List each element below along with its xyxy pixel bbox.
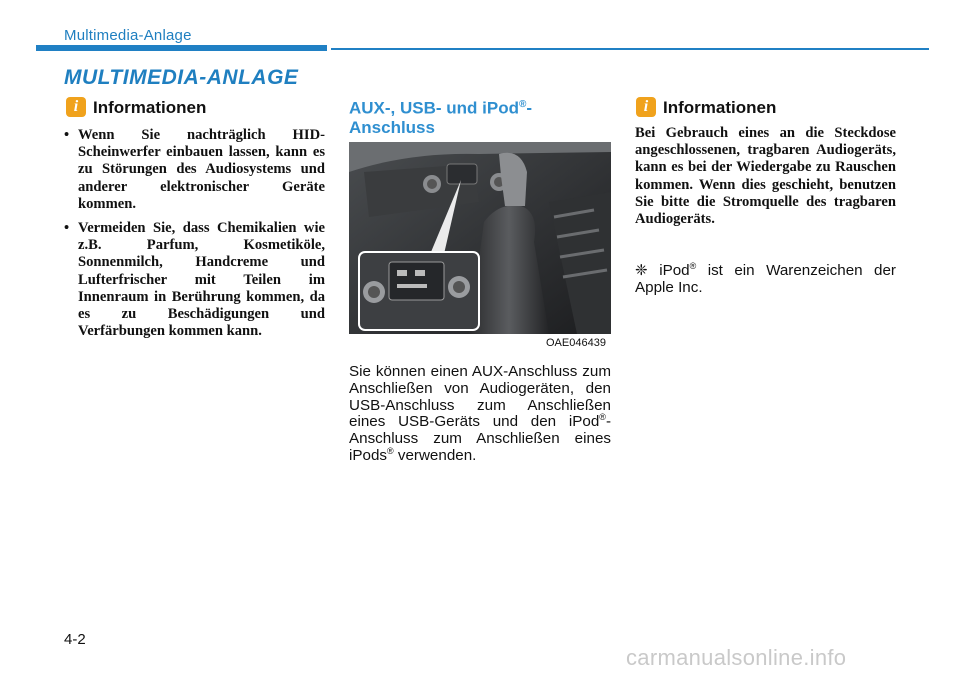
info-notes-left bbox=[64, 127, 325, 347]
info-icon: i bbox=[636, 97, 656, 117]
console-photo bbox=[349, 142, 611, 334]
aux-body-text: verwenden. bbox=[393, 446, 477, 464]
aux-body-text: Sie können einen AUX-Anschluss zum Anschließen von Audiogeräten, den USB-Anschluss zum Anschließen eines USB-Geräts und den iPod bbox=[349, 363, 611, 431]
list-item: • Wenn Sie nachträglich HID-Scheinwerfer einbauen lassen, kann es zu Störungen des Audiosystems und anderer elektronischer Geräte kommen. bbox=[64, 127, 325, 212]
page-title: MULTIMEDIA-ANLAGE bbox=[64, 66, 299, 89]
header-rule-thick bbox=[36, 45, 327, 51]
header-rule-thin bbox=[331, 48, 929, 50]
bullet-text: Vermeiden Sie, dass Chemikalien wie z.B. Parfum, Kosmetiköle, Sonnenmilch, Handcreme und Lufterfrischer mit Teilen im Innenraum in Berührung kommen, da es zu Beschädigungen und Verfärbungen kommen kann. bbox=[78, 220, 325, 340]
photo-caption: OAE046439 bbox=[546, 337, 606, 349]
aux-body-text: -Anschluss zum Anschließen eines iPods bbox=[349, 413, 611, 464]
registered-mark: ® bbox=[387, 445, 394, 456]
bullet-text: Wenn Sie nachträglich HID-Scheinwerfer einbauen lassen, kann es zu Störungen des Audiosystems und anderer elektronischer Geräte kommen. bbox=[78, 127, 325, 212]
registered-mark: ® bbox=[689, 260, 697, 271]
list-item: • Vermeiden Sie, dass Chemikalien wie z.B. Parfum, Kosmetiköle, Sonnenmilch, Handcreme und Lufterfrischer mit Teilen im Innenraum in Berührung kommen, da es zu Beschädigungen und Verfärbungen kommen kann. bbox=[64, 220, 325, 340]
info-title-left: Informationen bbox=[93, 98, 207, 117]
registered-mark: ® bbox=[599, 412, 606, 423]
section-header: Multimedia-Anlage bbox=[64, 27, 192, 44]
aux-heading-text: AUX-, USB- und iPod bbox=[349, 98, 519, 118]
trademark-note bbox=[635, 262, 896, 296]
registered-mark: ® bbox=[518, 99, 527, 110]
info-title-right: Informationen bbox=[663, 98, 777, 117]
page-number: 4-2 bbox=[64, 631, 86, 648]
info-note-right: Bei Gebrauch eines an die Steckdose angeschlossenen, tragbaren Audiogeräts, kann es bei der Wiedergabe zu Rauschen kommen. Wenn dies geschieht, benutzen Sie bitte die Stromquelle des tragbaren Audiogeräts. bbox=[635, 125, 896, 228]
trademark-text: ist ein Warenzeichen der Apple Inc. bbox=[635, 262, 896, 296]
note-symbol: ❈ bbox=[635, 262, 648, 279]
trademark-text: iPod bbox=[659, 262, 690, 279]
aux-heading bbox=[349, 95, 611, 137]
watermark: carmanualsonline.info bbox=[626, 645, 847, 670]
aux-heading-suffix: -Anschluss bbox=[349, 98, 533, 137]
aux-description bbox=[349, 364, 611, 465]
info-icon: i bbox=[66, 97, 86, 117]
